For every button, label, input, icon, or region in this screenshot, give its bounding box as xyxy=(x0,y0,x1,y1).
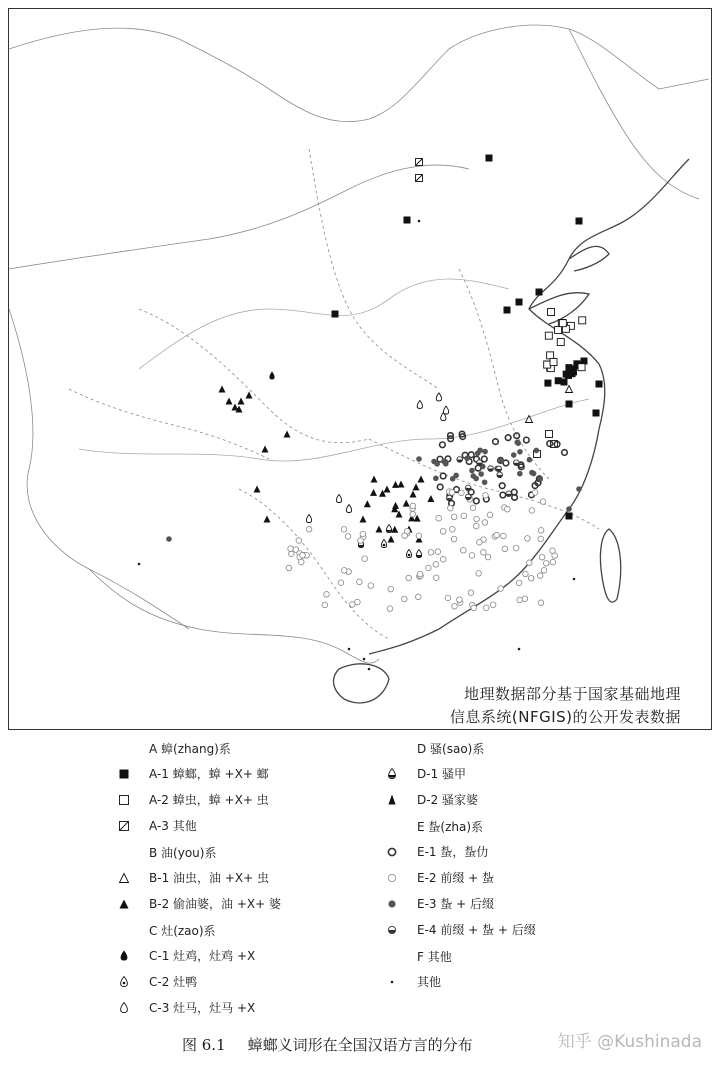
filled-circle-marker xyxy=(517,449,523,455)
filled-triangle-marker xyxy=(254,486,261,493)
filled-circle-marker xyxy=(478,471,484,477)
hollow-square-marker xyxy=(547,352,554,359)
hollow-drop-marker xyxy=(346,505,351,513)
figure-title: 蟑螂义词形在全国汉语方言的分布 xyxy=(247,1036,473,1054)
hollow-square-marker xyxy=(557,339,564,346)
hollow-circle-marker xyxy=(461,513,467,519)
hollow-circle-marker xyxy=(538,528,544,534)
hollow-circle-marker xyxy=(525,536,531,542)
hollow-circle-marker xyxy=(529,508,535,514)
hollow-circle-marker xyxy=(471,605,477,611)
half-circle-marker xyxy=(465,494,471,500)
half-circle-marker xyxy=(477,460,483,466)
hollow-circle-marker xyxy=(494,532,500,538)
hollow-circle-marker xyxy=(473,523,479,529)
hollow-circle-marker xyxy=(476,571,482,577)
filled-square-marker xyxy=(544,380,551,387)
half-circle-marker xyxy=(513,460,519,466)
legend-item-label: C-3 灶马，灶马 +X xyxy=(149,1001,256,1015)
filled-triangle-marker xyxy=(360,516,367,523)
figure-number: 图 6.1 xyxy=(182,1036,226,1054)
map-svg xyxy=(9,9,712,730)
hollow-circle-marker xyxy=(451,536,457,542)
filled-drop-marker xyxy=(269,372,274,380)
ring-marker xyxy=(499,483,505,489)
legend-item-label: C-1 灶鸡，灶鸡 +X xyxy=(149,949,256,963)
hollow-circle-marker xyxy=(293,547,299,553)
hollow-square-marker xyxy=(559,320,566,327)
hollow-drop-marker xyxy=(336,495,341,503)
filled-circle-marker xyxy=(434,461,440,467)
hollow-circle-marker xyxy=(306,526,312,532)
ring-marker xyxy=(505,435,511,441)
filled-square-marker xyxy=(536,289,543,296)
small-dot-marker xyxy=(573,578,576,581)
hollow-circle-marker xyxy=(538,600,544,606)
filled-circle-marker xyxy=(482,449,488,455)
hollow-circle-marker xyxy=(289,551,295,557)
legend-item-label: A-1 蟑螂，蟑 +X+ 螂 xyxy=(149,767,269,781)
filled-circle-marker xyxy=(499,458,505,464)
hollow-circle-marker xyxy=(404,528,410,534)
hollow-circle-marker xyxy=(452,603,458,609)
hollow-circle-marker xyxy=(470,505,476,511)
filled-triangle-marker xyxy=(418,476,425,483)
filled-drop-icon xyxy=(117,949,131,963)
province-boundaries xyxy=(9,25,709,663)
filled-triangle-marker xyxy=(410,491,417,498)
filled-square-marker xyxy=(596,381,603,388)
hollow-circle-marker xyxy=(440,556,446,562)
filled-triangle-marker xyxy=(219,386,226,393)
hollow-circle-marker xyxy=(481,549,487,555)
hollow-circle-marker xyxy=(322,602,328,608)
hollow-circle-marker xyxy=(387,606,393,612)
ring-marker xyxy=(437,484,443,490)
half-drop-icon xyxy=(385,767,399,781)
ring-marker xyxy=(474,498,480,504)
small-dot-icon xyxy=(385,975,399,989)
filled-circle-marker xyxy=(576,486,582,492)
hollow-circle-marker xyxy=(428,550,434,556)
legend-group-head: F 其他 xyxy=(417,950,452,964)
hollow-circle-marker xyxy=(296,538,302,544)
inner-boundary-4 xyxy=(239,489,389,639)
filled-circle-marker xyxy=(531,471,537,477)
filled-circle-marker xyxy=(511,452,517,458)
hollow-circle-marker xyxy=(288,546,294,552)
hollow-circle-marker xyxy=(426,565,432,571)
filled-square-marker xyxy=(566,401,573,408)
filled-circle-marker xyxy=(450,476,456,482)
hollow-square-marker xyxy=(578,364,585,371)
filled-triangle-icon xyxy=(117,897,131,911)
filled-triangle-marker xyxy=(398,481,405,488)
ring-marker xyxy=(482,456,488,462)
filled-circle-marker xyxy=(473,476,479,482)
ring-marker xyxy=(562,450,568,456)
hollow-circle-marker xyxy=(401,596,407,602)
hollow-circle-marker xyxy=(457,597,463,603)
filled-square-marker xyxy=(516,299,523,306)
filled-square-marker xyxy=(565,364,572,371)
filled-triangle-marker xyxy=(392,502,399,509)
hollow-circle-marker xyxy=(341,568,347,574)
hollow-square-marker xyxy=(579,317,586,324)
ring-marker xyxy=(493,439,499,445)
hollow-drop-marker xyxy=(436,393,441,401)
hollow-circle-marker xyxy=(362,556,368,562)
half-circle-marker xyxy=(446,495,452,501)
watermark: 知乎 @Kushinada xyxy=(557,1032,702,1052)
hollow-circle-marker xyxy=(505,506,511,512)
filled-triangle-marker xyxy=(392,481,399,488)
yangtze-river xyxy=(79,399,589,461)
hollow-circle-marker xyxy=(474,516,480,522)
hollow-circle-marker xyxy=(338,580,344,586)
hatched-square-marker xyxy=(416,175,423,182)
filled-triangle-marker xyxy=(427,495,434,502)
ring-marker xyxy=(524,437,530,443)
tall-triangle-icon xyxy=(385,793,399,807)
filled-triangle-marker xyxy=(391,526,398,533)
half-circle-marker xyxy=(506,491,512,497)
half-drop-marker xyxy=(386,525,392,533)
hollow-circle-marker xyxy=(436,515,442,521)
hollow-circle-marker xyxy=(513,545,519,551)
hollow-circle-marker xyxy=(406,575,412,581)
legend-item-label: D-2 骚家婆 xyxy=(417,793,479,807)
hollow-circle-marker xyxy=(416,533,422,539)
hollow-circle-marker xyxy=(300,552,306,558)
hollow-circle-marker xyxy=(388,586,394,592)
hollow-circle-marker xyxy=(539,554,545,560)
ring-marker xyxy=(440,442,446,448)
hatched-square-marker xyxy=(416,159,423,166)
filled-triangle-marker xyxy=(376,526,383,533)
filled-circle-marker xyxy=(517,471,523,477)
legend-group-head: B 油(you)系 xyxy=(149,846,217,860)
map-note-line1: 地理数据部分基于国家基础地理 xyxy=(463,685,681,703)
taiwan-island xyxy=(600,529,620,602)
hollow-circle-marker xyxy=(532,490,538,496)
small-dot-marker xyxy=(518,648,521,651)
filled-circle-marker xyxy=(469,468,475,474)
hainan-island xyxy=(334,664,389,703)
filled-square-marker xyxy=(486,155,493,162)
hollow-circle-marker xyxy=(450,526,456,532)
hollow-drop-marker xyxy=(417,400,422,408)
half-circle-marker xyxy=(496,466,502,472)
hollow-circle-marker xyxy=(550,559,556,565)
filled-circle-marker xyxy=(482,479,488,485)
filled-triangle-marker xyxy=(384,486,391,493)
half-circle-marker xyxy=(497,472,503,478)
map-markers xyxy=(138,155,603,671)
half-circle-icon xyxy=(385,923,399,937)
hollow-square-marker xyxy=(545,332,552,339)
hatched-square-icon xyxy=(117,819,131,833)
filled-square-marker xyxy=(576,218,583,225)
hollow-circle-marker xyxy=(435,549,441,555)
filled-circle-marker xyxy=(566,506,572,512)
hollow-circle-marker xyxy=(445,595,451,601)
dotted-drop-marker xyxy=(406,550,411,558)
filled-square-marker xyxy=(404,217,411,224)
hollow-circle-marker xyxy=(485,554,491,560)
hollow-drop-icon xyxy=(117,1001,131,1015)
hollow-circle-marker xyxy=(341,526,347,532)
dotted-drop-marker xyxy=(381,540,386,548)
filled-square-marker xyxy=(504,307,511,314)
hollow-circle-marker xyxy=(537,573,543,579)
half-circle-marker xyxy=(457,457,463,463)
small-dot-marker xyxy=(368,668,371,671)
hollow-circle-marker xyxy=(448,505,454,511)
hollow-circle-marker xyxy=(415,594,421,600)
half-circle-marker xyxy=(488,466,494,472)
half-drop-marker xyxy=(416,550,422,558)
hollow-circle-icon xyxy=(385,871,399,885)
filled-square-marker xyxy=(555,377,562,384)
hollow-circle-marker xyxy=(523,571,529,577)
filled-triangle-marker xyxy=(262,446,269,453)
filled-circle-marker xyxy=(433,476,439,482)
filled-circle-marker xyxy=(166,536,172,542)
ring-marker xyxy=(440,473,446,479)
hollow-circle-marker xyxy=(410,511,416,517)
filled-square-icon xyxy=(117,767,131,781)
dotted-drop-icon xyxy=(117,975,131,989)
hollow-circle-marker xyxy=(410,503,416,509)
filled-circle-icon xyxy=(385,897,399,911)
inner-boundary-5 xyxy=(459,269,549,479)
hollow-circle-marker xyxy=(461,547,467,553)
legend-item-label: A-3 其他 xyxy=(149,819,197,833)
figure-caption xyxy=(182,1034,473,1055)
hollow-circle-marker xyxy=(286,565,292,571)
filled-circle-marker xyxy=(475,450,481,456)
hollow-square-icon xyxy=(117,793,131,807)
hollow-circle-marker xyxy=(350,602,356,608)
filled-triangle-marker xyxy=(371,476,378,483)
ring-icon xyxy=(385,845,399,859)
hollow-square-marker xyxy=(555,327,562,334)
filled-square-marker xyxy=(593,410,600,417)
legend-item-label: B-1 油虫，油 +X+ 虫 xyxy=(149,871,269,885)
hollow-circle-marker xyxy=(490,602,496,608)
filled-triangle-marker xyxy=(364,500,371,507)
southwest-border xyxy=(89,569,379,663)
filled-square-marker xyxy=(332,311,339,318)
filled-triangle-marker xyxy=(403,500,410,507)
hollow-circle-marker xyxy=(522,596,528,602)
hollow-circle-marker xyxy=(498,586,504,592)
hollow-circle-marker xyxy=(541,568,547,574)
hollow-circle-marker xyxy=(483,605,489,611)
hollow-drop-marker xyxy=(443,406,448,414)
filled-triangle-marker xyxy=(246,392,253,399)
northern-border xyxy=(9,25,709,122)
hollow-triangle-icon xyxy=(117,871,131,885)
hollow-circle-marker xyxy=(527,560,533,566)
western-border xyxy=(9,309,189,629)
small-dot-marker xyxy=(363,658,366,661)
map-note-line2: 信息系统(NFGIS)的公开发表数据 xyxy=(449,708,681,726)
hollow-circle-marker xyxy=(482,520,488,526)
hollow-circle-marker xyxy=(440,529,446,535)
hollow-circle-marker xyxy=(550,548,556,554)
legend-item-label: A-2 蟑虫，蟑 +X+ 虫 xyxy=(149,793,269,807)
hollow-square-marker xyxy=(550,359,557,366)
hollow-square-marker xyxy=(548,309,555,316)
filled-triangle-marker xyxy=(264,516,271,523)
hollow-circle-marker xyxy=(517,597,523,603)
inner-boundary-6 xyxy=(69,389,269,459)
hollow-circle-marker xyxy=(459,490,465,496)
small-dot-marker xyxy=(418,220,421,223)
filled-triangle-marker xyxy=(284,431,291,438)
filled-circle-marker xyxy=(515,440,521,446)
ring-marker xyxy=(500,492,506,498)
legend-group-head: C 灶(zao)系 xyxy=(149,924,216,938)
filled-circle-marker xyxy=(441,459,447,465)
hollow-circle-marker xyxy=(469,553,475,559)
hollow-circle-marker xyxy=(540,499,546,505)
legend-item-label: C-2 灶鸭 xyxy=(149,975,198,989)
hollow-circle-marker xyxy=(516,580,522,586)
hollow-circle-marker xyxy=(538,536,544,542)
hollow-circle-marker xyxy=(298,559,304,565)
small-dot-marker xyxy=(348,648,351,651)
hollow-circle-marker xyxy=(433,575,439,581)
hollow-circle-marker xyxy=(433,562,439,568)
hollow-circle-marker xyxy=(451,514,457,520)
hollow-circle-marker xyxy=(357,579,363,585)
filled-triangle-marker xyxy=(413,483,420,490)
mongolia-border xyxy=(9,165,469,269)
filled-circle-marker xyxy=(537,476,543,482)
hollow-drop-marker xyxy=(306,515,311,523)
filled-circle-marker xyxy=(534,448,540,454)
hollow-circle-marker xyxy=(468,590,474,596)
hollow-triangle-marker xyxy=(566,386,573,393)
hollow-circle-marker xyxy=(345,534,351,540)
legend-item-label: E-3 蚻 + 后缀 xyxy=(417,897,495,911)
legend-item-label: 其他 xyxy=(417,975,442,989)
inner-boundary-2 xyxy=(139,309,369,443)
filled-circle-marker xyxy=(416,456,422,462)
hollow-circle-marker xyxy=(477,539,483,545)
legend-group-head: E 蚻(zha)系 xyxy=(417,820,484,834)
filled-circle-marker xyxy=(464,456,470,462)
hollow-circle-marker xyxy=(502,546,508,552)
legend-item-label: D-1 骚甲 xyxy=(417,767,467,781)
map-frame xyxy=(8,8,712,730)
legend-item-label: E-1 蚻，蚻仂 xyxy=(417,845,489,859)
filled-square-marker xyxy=(566,513,573,520)
half-circle-marker xyxy=(465,485,471,491)
filled-triangle-marker xyxy=(226,398,233,405)
hollow-square-marker xyxy=(546,431,553,438)
small-dot-marker xyxy=(138,563,141,566)
hollow-circle-marker xyxy=(368,583,374,589)
filled-triangle-marker xyxy=(238,398,245,405)
hollow-circle-marker xyxy=(483,493,489,499)
hollow-circle-marker xyxy=(543,561,549,567)
hollow-circle-marker xyxy=(360,531,366,537)
hollow-circle-marker xyxy=(449,490,455,496)
legend-item-label: E-4 前缀 + 蚻 + 后缀 xyxy=(417,923,536,937)
filled-square-marker xyxy=(569,370,576,377)
legend-item-label: B-2 偷油婆，油 +X+ 婆 xyxy=(149,897,281,911)
hollow-circle-marker xyxy=(501,533,507,539)
northeast-border xyxy=(569,29,699,199)
hollow-circle-marker xyxy=(358,538,364,544)
hollow-circle-marker xyxy=(417,571,423,577)
hollow-circle-marker xyxy=(528,575,534,581)
legend-item-label: E-2 前缀 + 蚻 xyxy=(417,871,495,885)
hollow-circle-marker xyxy=(324,592,330,598)
filled-circle-marker xyxy=(527,457,533,463)
legend-group-head: D 骚(sao)系 xyxy=(417,742,485,756)
legend-group-head: A 蟑(zhang)系 xyxy=(149,742,231,756)
yellow-river xyxy=(139,279,509,369)
filled-triangle-marker xyxy=(388,536,395,543)
inner-boundary-1 xyxy=(309,149,439,389)
filled-triangle-marker xyxy=(370,489,377,496)
hollow-circle-marker xyxy=(487,512,493,518)
